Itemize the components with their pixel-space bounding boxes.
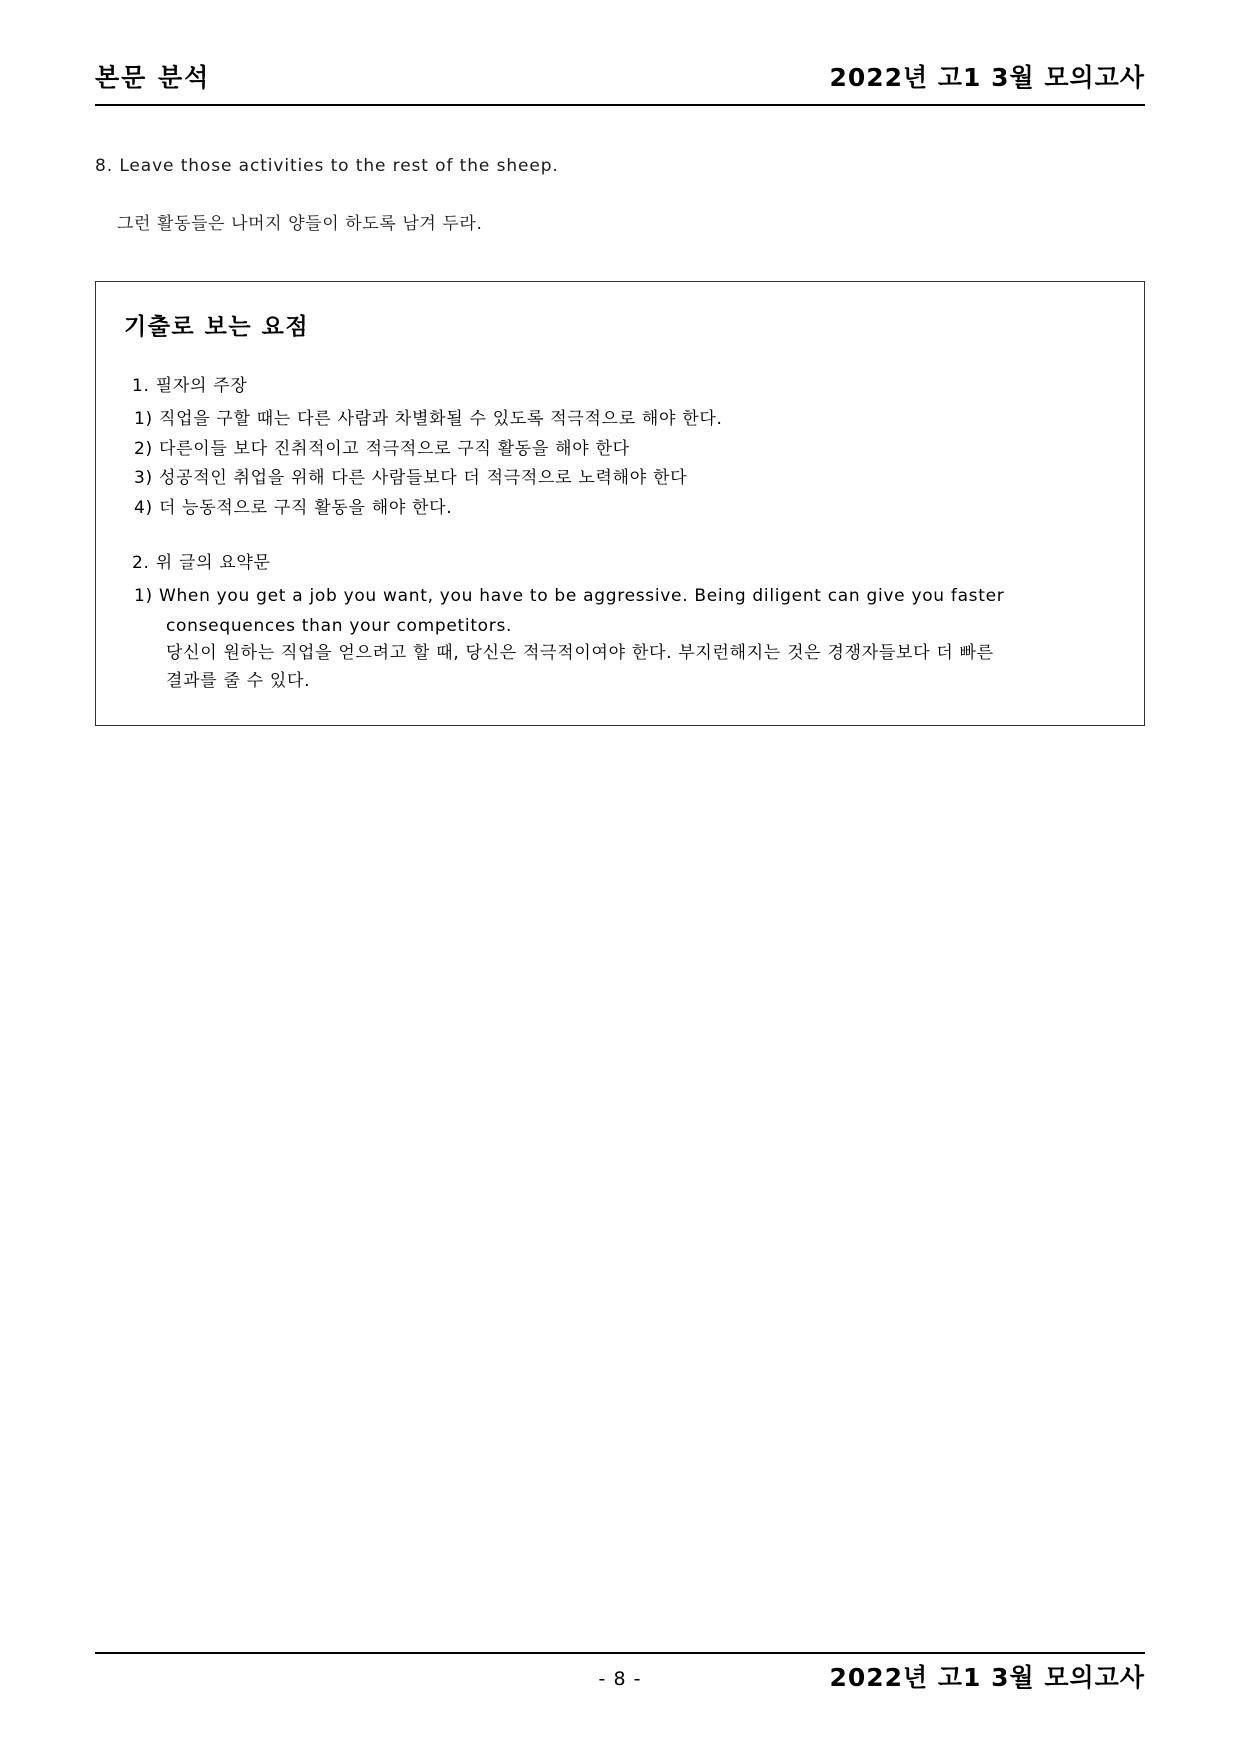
group-1-heading: 1. 필자의 주장 <box>132 376 248 396</box>
header-right-title: 2022년 고1 3월 모의고사 <box>829 63 1145 92</box>
group-1-option-4: 4) 더 능동적으로 구직 활동을 해야 한다. <box>134 497 453 518</box>
question-group-1 <box>124 371 1116 522</box>
summary-korean-line-1: 당신이 원하는 직업을 얻으려고 할 때, 당신은 적극적이여야 한다. 부지런해지는 것은 경쟁자들보다 더 빠른 <box>166 643 994 664</box>
footer-right-title: 2022년 고1 3월 모의고사 <box>829 1663 1145 1692</box>
group-1-option-1: 1) 직업을 구할 때는 다른 사람과 차별화될 수 있도록 적극적으로 해야 한다. <box>134 409 723 429</box>
page-footer <box>95 1652 1145 1690</box>
header-left-title: 본문 분석 <box>95 63 211 92</box>
korean-translation: 그런 활동들은 나머지 양들이 하도록 남겨 두라. <box>117 213 483 234</box>
page-number: - 8 - <box>598 1668 642 1690</box>
group-2-heading: 2. 위 글의 요약문 <box>132 553 271 574</box>
page-header <box>95 0 1145 106</box>
english-sentence: 8. Leave those activities to the rest of the sheep. <box>95 156 559 176</box>
key-points-box <box>95 281 1145 726</box>
summary-english-line-1: 1) When you get a job you want, you have to be aggressive. Being diligent can give you faster <box>134 586 1005 607</box>
summary-korean-line-2: 결과를 줄 수 있다. <box>166 670 311 691</box>
question-group-2 <box>124 548 1116 695</box>
key-points-title: 기출로 보는 요점 <box>124 314 310 340</box>
footer-inner <box>95 1663 1145 1692</box>
sentence-block <box>95 154 1145 237</box>
group-1-option-2: 2) 다른이들 보다 진취적이고 적극적으로 구직 활동을 해야 한다 <box>134 438 630 459</box>
summary-english-line-2: consequences than your competitors. <box>166 615 513 636</box>
group-1-option-3: 3) 성공적인 취업을 위해 다른 사람들보다 더 적극적으로 노력해야 한다 <box>134 468 688 489</box>
